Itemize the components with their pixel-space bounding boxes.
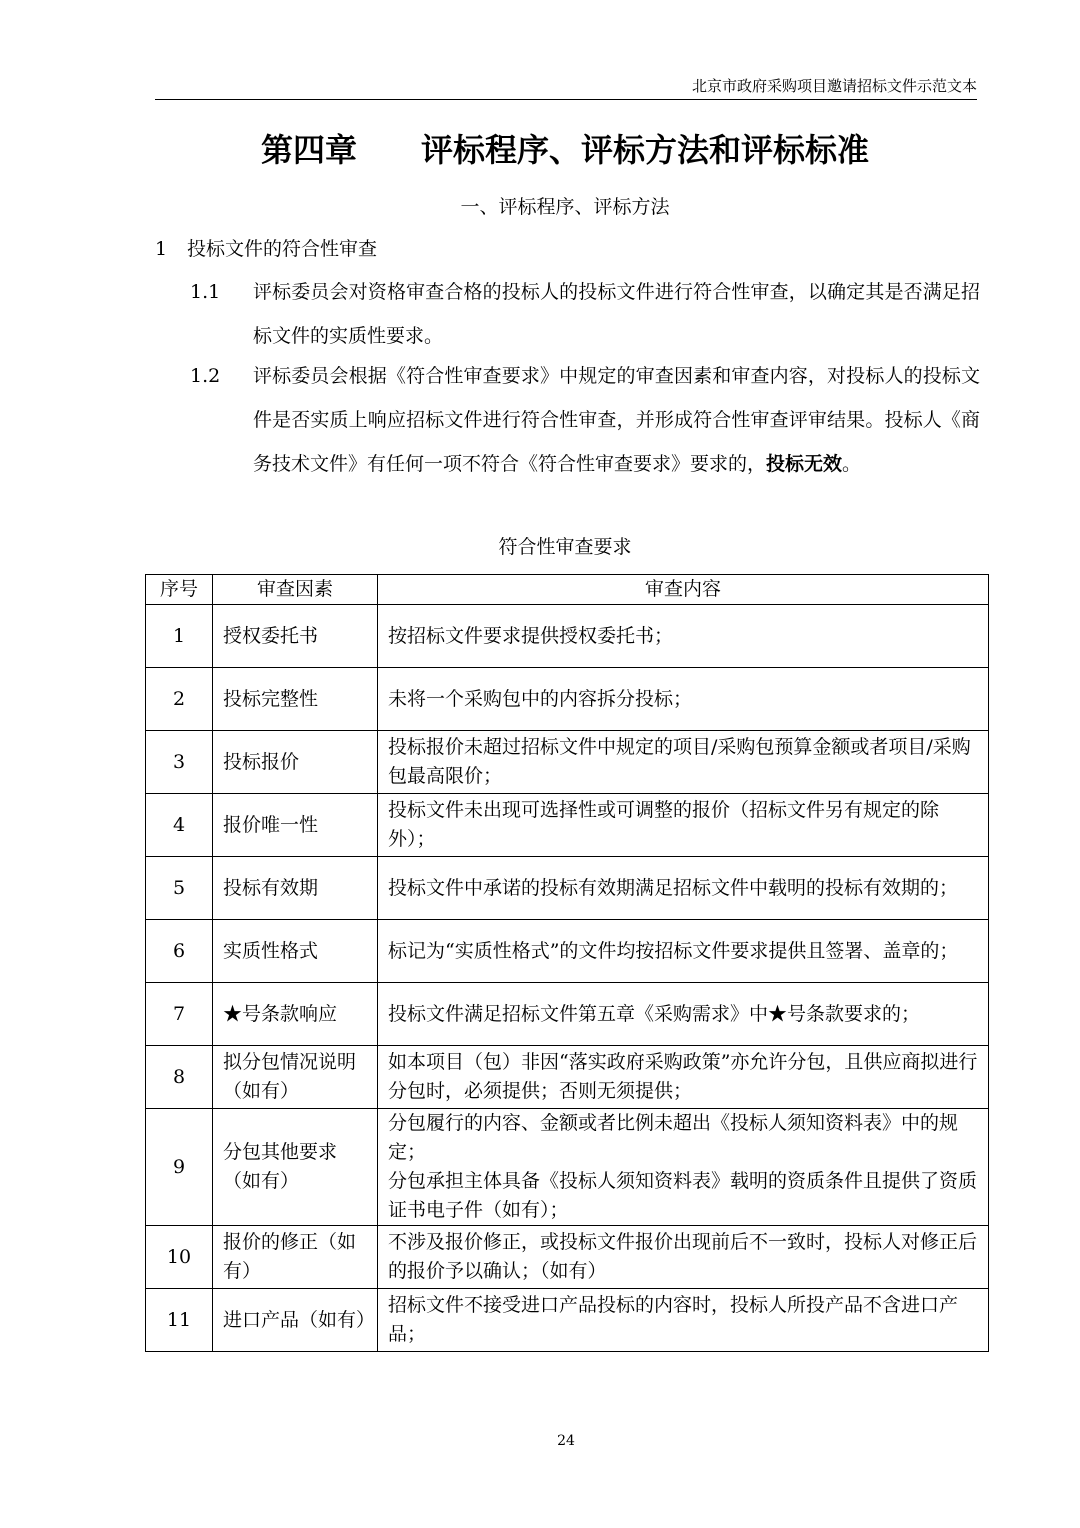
clause-number: 1.2 xyxy=(190,365,221,387)
document-header: 北京市政府采购项目邀请招标文件示范文本 xyxy=(691,77,977,95)
row-content: 招标文件不接受进口产品投标的内容时，投标人所投产品不含进口产品； xyxy=(378,1289,989,1352)
row-index: 9 xyxy=(146,1109,213,1226)
table-row xyxy=(146,983,989,1046)
row-content: 投标文件中承诺的投标有效期满足招标文件中载明的投标有效期的； xyxy=(378,857,989,920)
table-row xyxy=(146,668,989,731)
row-factor: 投标完整性 xyxy=(213,668,378,731)
table-row xyxy=(146,1046,989,1109)
clause-text: 评标委员会根据《符合性审查要求》中规定的审查因素和审查内容，对投标人的投标文件是否实质上响应招标文件进行符合性审查，并形成符合性审查评审结果。投标人《商务技术文件》有任何一项不符合《符合性审查要求》要求的， xyxy=(253,365,980,475)
table-row xyxy=(146,731,989,794)
row-index: 5 xyxy=(146,857,213,920)
row-content: 不涉及报价修正，或投标文件报价出现前后不一致时，投标人对修正后的报价予以确认；（如有） xyxy=(378,1226,989,1289)
row-content: 如本项目（包）非因“落实政府采购政策”亦允许分包，且供应商拟进行分包时，必须提供；否则无须提供； xyxy=(378,1046,989,1109)
row-factor: 报价唯一性 xyxy=(213,794,378,857)
table-row xyxy=(146,920,989,983)
table-row xyxy=(146,1289,989,1352)
clause-text: 评标委员会对资格审查合格的投标人的投标文件进行符合性审查，以确定其是否满足招标文件的实质性要求。 xyxy=(253,281,980,347)
row-factor: ★号条款响应 xyxy=(213,983,378,1046)
row-index: 11 xyxy=(146,1289,213,1352)
column-header-content: 审查内容 xyxy=(378,575,989,605)
table-row xyxy=(146,605,989,668)
heading-1-text: 投标文件的符合性审查 xyxy=(187,238,378,260)
row-factor: 进口产品（如有） xyxy=(213,1289,378,1352)
row-index: 8 xyxy=(146,1046,213,1109)
column-header-factor: 审查因素 xyxy=(213,575,378,605)
row-content: 投标文件满足招标文件第五章《采购需求》中★号条款要求的； xyxy=(378,983,989,1046)
row-index: 2 xyxy=(146,668,213,731)
chapter-title: 第四章 评标程序、评标方法和评标标准 xyxy=(260,131,869,169)
table-row xyxy=(146,794,989,857)
column-header-index: 序号 xyxy=(146,575,213,605)
table-row xyxy=(146,857,989,920)
table-row xyxy=(146,1226,989,1289)
table-row xyxy=(146,1109,989,1226)
row-index: 10 xyxy=(146,1226,213,1289)
clause-number: 1.1 xyxy=(190,281,221,303)
section-title: 一、评标程序、评标方法 xyxy=(460,196,670,218)
row-content: 未将一个采购包中的内容拆分投标； xyxy=(378,668,989,731)
header-divider xyxy=(155,99,977,100)
row-index: 1 xyxy=(146,605,213,668)
row-content: 投标文件未出现可选择性或可调整的报价（招标文件另有规定的除外）； xyxy=(378,794,989,857)
heading-1-number: 1 xyxy=(155,238,168,260)
row-content-line: 分包履行的内容、金额或者比例未超出《投标人须知资料表》中的规定； xyxy=(388,1112,959,1163)
table-header-row xyxy=(146,575,989,605)
row-content xyxy=(378,1109,989,1226)
row-content: 按招标文件要求提供授权委托书； xyxy=(378,605,989,668)
row-content: 标记为“实质性格式”的文件均按招标文件要求提供且签署、盖章的； xyxy=(378,920,989,983)
row-content: 投标报价未超过招标文件中规定的项目/采购包预算金额或者项目/采购包最高限价； xyxy=(378,731,989,794)
clause-1-2 xyxy=(190,354,980,486)
row-factor: 投标有效期 xyxy=(213,857,378,920)
clause-1-1 xyxy=(190,270,980,358)
row-index: 7 xyxy=(146,983,213,1046)
row-factor: 投标报价 xyxy=(213,731,378,794)
row-factor: 实质性格式 xyxy=(213,920,378,983)
row-factor: 授权委托书 xyxy=(213,605,378,668)
row-index: 6 xyxy=(146,920,213,983)
clause-body xyxy=(253,354,980,486)
row-factor: 报价的修正（如有） xyxy=(213,1226,378,1289)
row-factor: 拟分包情况说明（如有） xyxy=(213,1046,378,1109)
table-title: 符合性审查要求 xyxy=(498,536,632,558)
compliance-review-table xyxy=(145,574,989,1352)
clause-emphasis: 投标无效 xyxy=(766,453,843,475)
clause-tail: 。 xyxy=(842,453,862,475)
heading-1 xyxy=(155,234,377,264)
row-factor: 分包其他要求（如有） xyxy=(213,1109,378,1226)
row-content-line: 分包承担主体具备《投标人须知资料表》载明的资质条件且提供了资质证书电子件（如有）； xyxy=(388,1170,978,1221)
page-number: 24 xyxy=(557,1433,575,1449)
row-index: 3 xyxy=(146,731,213,794)
row-index: 4 xyxy=(146,794,213,857)
